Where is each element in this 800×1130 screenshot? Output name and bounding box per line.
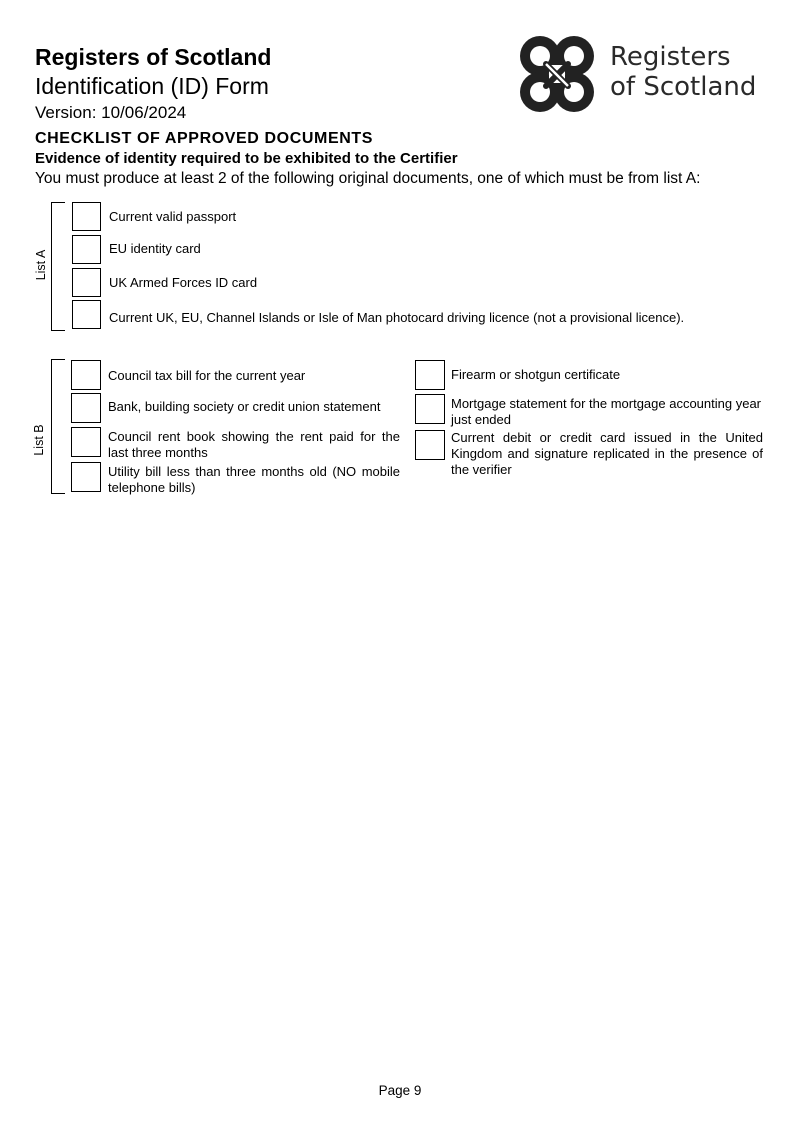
- list-b-item-utility-bill: Utility bill less than three months old (NO mobile telephone bills): [108, 464, 400, 495]
- logo-wordmark: [610, 42, 756, 102]
- instruction-text: You must produce at least 2 of the following original documents, one of which must be from list A:: [35, 170, 701, 187]
- checkbox-utility-bill[interactable]: [71, 462, 101, 492]
- checkbox-driving-licence[interactable]: [72, 300, 101, 329]
- logo-line-1: Registers: [610, 42, 731, 72]
- list-a-item-passport: Current valid passport: [109, 209, 237, 224]
- list-a-label: List A: [34, 249, 48, 281]
- checkbox-passport[interactable]: [72, 202, 101, 231]
- list-b-item-debit-credit-card: Current debit or credit card issued in the United Kingdom and signature replicated in the presence of the verifier: [451, 430, 763, 477]
- form-title: Identification (ID) Form: [35, 73, 269, 99]
- list-b-item-bank-statement: Bank, building society or credit union statement: [108, 399, 381, 414]
- checkbox-debit-credit-card[interactable]: [415, 430, 445, 460]
- checkbox-armed-forces-id[interactable]: [72, 268, 101, 297]
- checklist-heading: CHECKLIST OF APPROVED DOCUMENTS: [35, 130, 374, 147]
- list-b-item-council-rent-book: Council rent book showing the rent paid for the last three months: [108, 429, 400, 460]
- list-b-label: List B: [32, 424, 46, 456]
- checkbox-council-rent-book[interactable]: [71, 427, 101, 457]
- organisation-name: Registers of Scotland: [35, 44, 272, 70]
- form-version: Version: 10/06/2024: [35, 103, 187, 122]
- registers-of-scotland-logo-icon: [516, 34, 598, 114]
- list-a-item-driving-licence: Current UK, EU, Channel Islands or Isle of Man photocard driving licence (not a provisional licence).: [109, 310, 685, 325]
- list-b-item-council-tax-bill: Council tax bill for the current year: [108, 368, 306, 383]
- list-a-item-eu-identity-card: EU identity card: [109, 241, 201, 256]
- checkbox-mortgage-statement[interactable]: [415, 394, 445, 424]
- checkbox-bank-statement[interactable]: [71, 393, 101, 423]
- list-a-item-armed-forces-id: UK Armed Forces ID card: [109, 275, 258, 290]
- list-b-item-mortgage-statement: Mortgage statement for the mortgage accounting year just ended: [451, 396, 762, 427]
- list-b-bracket: [51, 359, 65, 494]
- checkbox-council-tax-bill[interactable]: [71, 360, 101, 390]
- checkbox-eu-identity-card[interactable]: [72, 235, 101, 264]
- checkbox-firearm-certificate[interactable]: [415, 360, 445, 390]
- evidence-heading: Evidence of identity required to be exhibited to the Certifier: [35, 150, 458, 167]
- page-number: Page 9: [378, 1083, 422, 1098]
- list-b-item-firearm-certificate: Firearm or shotgun certificate: [451, 367, 621, 382]
- logo-line-2: of Scotland: [610, 72, 757, 102]
- list-a-bracket: [51, 202, 65, 331]
